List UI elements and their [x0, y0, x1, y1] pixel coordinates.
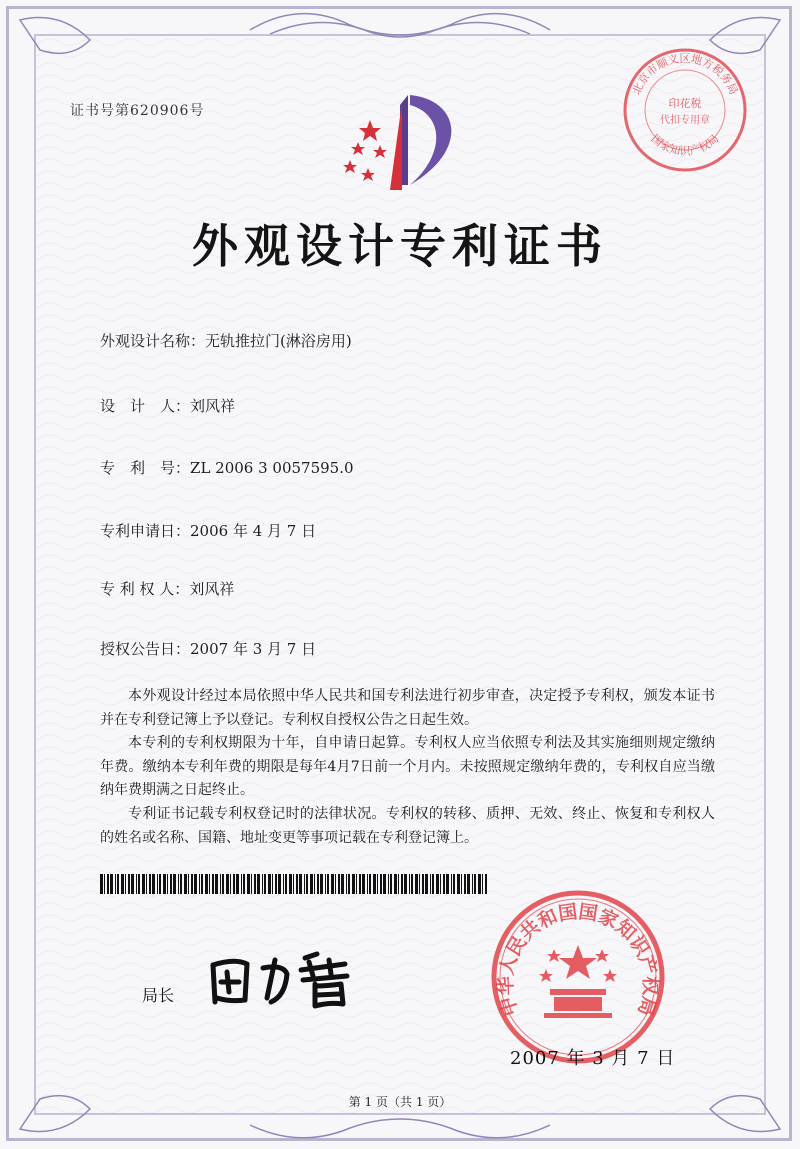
cnipa-logo-icon — [330, 90, 470, 200]
seal-text: 中华人民共和国国家知识产权局 — [494, 900, 662, 1019]
director-signature — [205, 940, 375, 1020]
field-designer — [100, 395, 235, 416]
issue-date: 2007 年 3 月 7 日 — [510, 1048, 676, 1069]
svg-text:国家知识产权局 — [649, 132, 722, 158]
certificate-number: 证书号第620906号 — [70, 103, 205, 119]
field-patentee — [100, 578, 234, 599]
tax-seal-ring-text: 北京市顺义区地方税务局 — [629, 51, 741, 97]
official-seal — [488, 887, 668, 1067]
field-application-date — [100, 520, 316, 541]
field-label: 授权公告日： — [100, 640, 191, 658]
field-value: 2006 年 4 月 7 日 — [190, 522, 317, 540]
field-label: 专利申请日： — [100, 522, 191, 540]
tax-stamp-seal — [620, 45, 750, 175]
field-patent-number — [100, 457, 354, 478]
certificate-body — [100, 685, 715, 850]
field-label: 设 计 人： — [100, 397, 191, 415]
field-grant-date — [100, 638, 316, 659]
svg-text:北京市顺义区地方税务局 — [630, 51, 740, 96]
field-label: 专 利 号： — [100, 459, 191, 477]
field-design-name — [100, 330, 352, 351]
tax-seal-inner-line2: 代扣专用章 — [660, 115, 710, 126]
director-label: 局长 — [142, 986, 175, 1005]
field-label: 外观设计名称： — [100, 332, 206, 350]
barcode — [100, 874, 490, 894]
body-paragraph: 本外观设计经过本局依照中华人民共和国专利法进行初步审查，决定授予专利权，颁发本证书并在专利登记簿上予以登记。专利权自授权公告之日起生效。 — [100, 688, 715, 728]
field-label: 专 利 权 人： — [100, 580, 190, 598]
field-value: 2007 年 3 月 7 日 — [190, 640, 317, 658]
field-value: 刘风祥 — [190, 397, 236, 415]
field-value: 无轨推拉门(淋浴房用) — [205, 332, 352, 350]
tax-seal-inner-line1: 印花税 — [668, 97, 702, 110]
field-value: ZL 2006 3 0057595.0 — [190, 459, 354, 477]
body-paragraph: 专利证书记载专利权登记时的法律状况。专利权的转移、质押、无效、终止、恢复和专利权人的姓名或名称、国籍、地址变更等事项记载在专利登记簿上。 — [100, 805, 715, 846]
body-paragraph: 本专利的专利权期限为十年，自申请日起算。专利权人应当依照专利法及其实施细则规定缴纳年费。缴纳本专利年费的期限是每年4月7日前一个月内。未按照规定缴纳年费的，专利权自应当缴纳年费期满之日起终止。 — [100, 735, 715, 799]
certificate-title: 外观设计专利证书 — [192, 219, 608, 273]
field-value: 刘风祥 — [189, 580, 235, 598]
page-number: 第 1 页（共 1 页） — [348, 1095, 452, 1109]
tax-seal-bottom-text: 国家知识产权局 — [648, 132, 722, 158]
